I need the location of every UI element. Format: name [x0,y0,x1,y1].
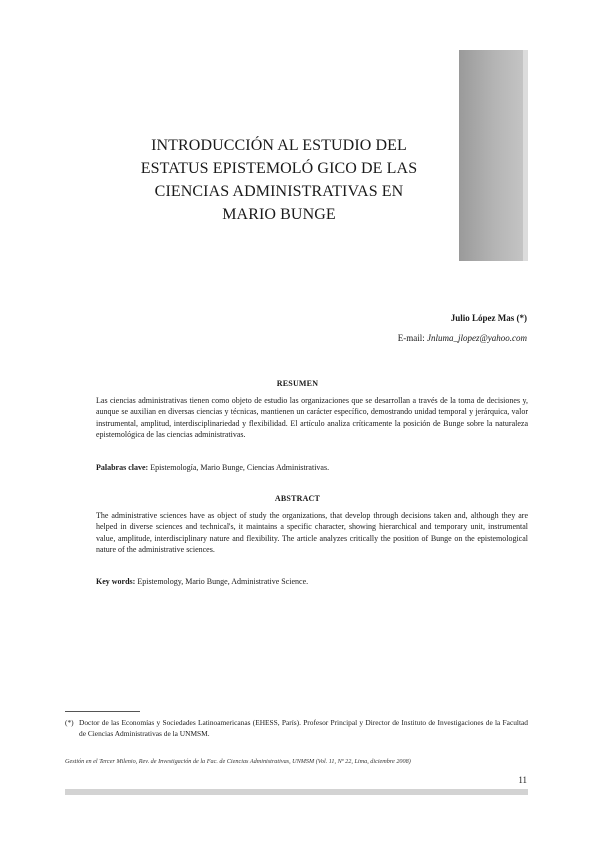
email-label: E-mail: [397,333,425,343]
article-title [110,134,448,226]
footnote [65,717,528,739]
footnote-text: Doctor de las Economías y Sociedades Latinoamericanas (EHESS, París). Profesor Principal y Director de Instituto de Investigaciones de la Facultad de Ciencias Administrativas de la UNMSM. [79,718,528,738]
email-address[interactable]: Jnluma_jlopez@yahoo.com [426,333,527,343]
keywords-text: Epistemología, Mario Bunge, Ciencias Administrativas. [150,463,330,472]
title-line: MARIO BUNGE [222,206,336,223]
decorative-side-bar [459,50,523,261]
footer-rule [65,789,528,795]
abstract-heading: ABSTRACT [274,494,321,503]
resumen-body: Las ciencias administrativas tienen como objeto de estudio las organizaciones que se desarrollan a través de la toma de decisiones y, aunque se auxilian en diversas ciencias y técnicas, mantienen un carácter específico, demostrando unidad temporal y jerárquica, valor instrumental, amplitud, interdisciplinariedad y flexibilidad. El artículo analiza críticamente la posición de Bunge sobre la naturaleza epistemológica de las ciencias administrativas. [96,396,528,439]
decorative-side-bar-edge [523,50,528,261]
footnote-rule [65,711,140,712]
author-name: Julio López Mas (*) [450,313,527,323]
author-email [398,333,527,343]
resumen-heading: RESUMEN [276,379,319,388]
title-line: CIENCIAS ADMINISTRATIVAS EN [154,183,404,200]
footnote-mark: (*) [65,718,74,727]
abstract-body: The administrative sciences have as object of study the organizations, that develop through decisions taken and, although they are helped in diverse sciences and technical's, it maintains a specific character, showing hierarchical and temporary unit, instrumental value, amplitude, interdisciplinary nature and flexibility. The article analyzes critically the position of Bunge on the epistemological nature of the administrative sciences. [96,511,528,554]
abstract-keywords [96,576,528,587]
page-number: 11 [518,775,527,785]
title-line: INTRODUCCIÓN AL ESTUDIO DEL [151,137,407,154]
keywords-label: Key words: [96,577,136,586]
journal-citation: Gestión en el Tercer Milenio, Rev. de Investigación de la Fac. de Ciencias Administrativas, UNMSM (Vol. 11, Nº 22, Lima, diciembre 2008) [65,758,411,765]
resumen-keywords [96,462,528,473]
title-line: ESTATUS EPISTEMOLÓ GICO DE LAS [140,160,418,177]
keywords-label: Palabras clave: [96,463,149,472]
keywords-text: Epistemology, Mario Bunge, Administrative Science. [137,577,309,586]
